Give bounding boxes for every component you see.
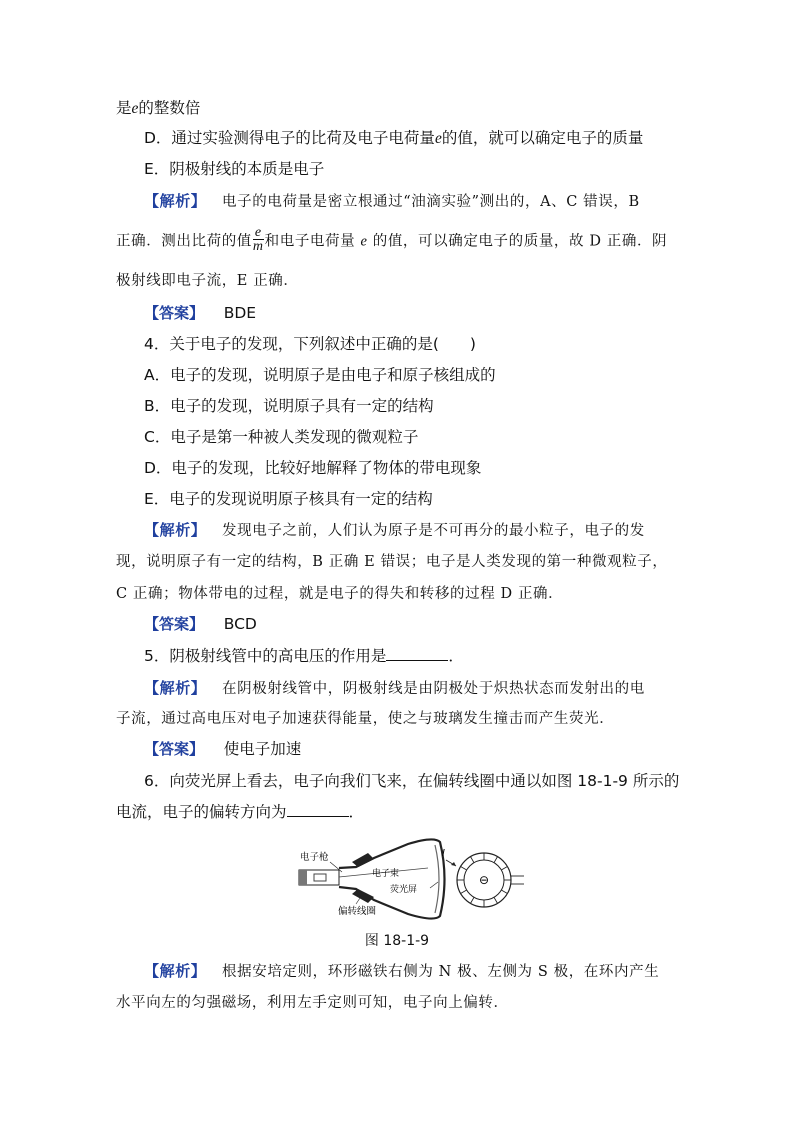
q6-stem-line2 bbox=[116, 801, 364, 823]
answer-blank bbox=[386, 645, 448, 661]
text: 电子的电荷量是密立根通过“油滴实验”测出的，A、C 错误，B bbox=[222, 194, 640, 210]
answer-text: BCD bbox=[223, 615, 257, 633]
option-d-prev bbox=[144, 127, 643, 150]
cathode-ray-tube-figure bbox=[296, 836, 528, 922]
text: 是 bbox=[116, 99, 132, 117]
q4-stem: 4．关于电子的发现，下列叙述中正确的是( ) bbox=[144, 335, 476, 353]
text: 电流，电子的偏转方向为 bbox=[116, 803, 287, 821]
coil-upper bbox=[352, 853, 374, 867]
text: 的值，可以确定电子的质量，故 D 正确．阴 bbox=[372, 233, 668, 250]
q3-analysis-line3: 极射线即电子流，E 正确． bbox=[116, 273, 299, 289]
variable-e: e bbox=[131, 100, 139, 117]
text: ． bbox=[448, 647, 464, 665]
text: D．通过实验测得电子的比荷及电子电荷量 bbox=[144, 129, 435, 147]
answer-blank bbox=[287, 801, 349, 817]
q4-option-a: A．电子的发现，说明原子是由电子和原子核组成的 bbox=[144, 366, 496, 384]
text: 根据安培定则，环形磁铁右侧为 N 极、左侧为 S 极，在环内产生 bbox=[222, 964, 660, 980]
label-current-i: I bbox=[442, 848, 445, 859]
analysis-label: 【解析】 bbox=[144, 962, 207, 980]
figure-caption: 图 18-1-9 bbox=[364, 933, 430, 949]
analysis-label: 【解析】 bbox=[144, 192, 207, 210]
answer-label: 【答案】 bbox=[144, 740, 205, 758]
text: 在阴极射线管中，阴极射线是由阴极处于炽热状态而发射出的电 bbox=[222, 681, 645, 697]
variable-e: e bbox=[434, 130, 442, 147]
analysis-label: 【解析】 bbox=[144, 521, 207, 539]
q4-analysis-line3: C 正确；物体带电的过程，就是电子的得失和转移的过程 D 正确． bbox=[116, 586, 564, 602]
text: ． bbox=[348, 803, 365, 821]
q4-analysis-line1 bbox=[144, 519, 645, 542]
text: 的整数倍 bbox=[138, 99, 201, 117]
text: 发现电子之前，人们认为原子是不可再分的最小粒子，电子的发 bbox=[222, 523, 645, 539]
fraction-denominator: m bbox=[252, 239, 264, 254]
q4-option-b: B．电子的发现，说明原子具有一定的结构 bbox=[144, 397, 434, 415]
q5-stem bbox=[144, 645, 464, 667]
q6-analysis-line2: 水平向左的匀强磁场，利用左手定则可知，电子向上偏转． bbox=[116, 995, 509, 1011]
answer-label: 【答案】 bbox=[144, 615, 205, 633]
electron-gun-nozzle bbox=[314, 874, 326, 881]
label-deflection-coil: 偏转线圈 bbox=[338, 906, 377, 917]
answer-label: 【答案】 bbox=[144, 304, 205, 322]
q4-analysis-line2: 现，说明原子有一定的结构，B 正确 E 错误；电子是人类发现的第一种微观粒子， bbox=[116, 554, 668, 570]
answer-text: 使电子加速 bbox=[223, 740, 302, 758]
text: 5．阴极射线管中的高电压的作用是 bbox=[144, 647, 387, 665]
q5-answer bbox=[144, 738, 301, 760]
leader-coil bbox=[356, 898, 360, 904]
analysis-label: 【解析】 bbox=[144, 679, 207, 697]
text: 正确．测出比荷的值 bbox=[116, 233, 252, 250]
q3-analysis-line2 bbox=[116, 225, 668, 255]
q4-option-d: D．电子的发现，比较好地解释了物体的带电现象 bbox=[144, 459, 482, 477]
label-electron-gun: 电子枪 bbox=[300, 852, 329, 863]
q4-answer bbox=[144, 613, 257, 635]
q3-answer bbox=[144, 302, 256, 324]
answer-text: BDE bbox=[223, 304, 257, 322]
label-electron-beam: 电子束 bbox=[372, 869, 400, 879]
label-fluorescent-screen: 荧光屏 bbox=[390, 885, 418, 895]
text: 和电子电荷量 bbox=[264, 233, 356, 250]
coil-lower bbox=[352, 889, 374, 903]
q5-analysis-line2: 子流，通过高电压对电子加速获得能量，使之与玻璃发生撞击而产生荧光． bbox=[116, 711, 615, 727]
q5-analysis-line1 bbox=[144, 677, 645, 700]
q6-analysis-line1 bbox=[144, 960, 659, 983]
text: 的值，就可以确定电子的质量 bbox=[441, 129, 644, 147]
fraction-numerator: e bbox=[254, 225, 262, 240]
fraction-e-over-m bbox=[253, 226, 264, 253]
q6-stem-line1: 6．向荧光屏上看去，电子向我们飞来，在偏转线圈中通以如图 18-1-9 所示的 bbox=[144, 772, 680, 790]
variable-e: e bbox=[360, 233, 368, 250]
q4-option-e: E．电子的发现说明原子核具有一定的结构 bbox=[144, 490, 433, 508]
q4-option-c: C．电子是第一种被人类发现的微观粒子 bbox=[144, 428, 419, 446]
option-e-prev: E．阴极射线的本质是电子 bbox=[144, 160, 325, 178]
electron-gun-cap bbox=[299, 870, 307, 885]
leader-screen bbox=[430, 882, 438, 888]
option-c-continuation bbox=[116, 97, 200, 120]
current-arrowhead bbox=[451, 862, 456, 866]
q3-analysis-line1 bbox=[144, 190, 640, 213]
electron-symbol: ⊖ bbox=[478, 873, 490, 887]
fluorescent-screen bbox=[435, 845, 439, 913]
